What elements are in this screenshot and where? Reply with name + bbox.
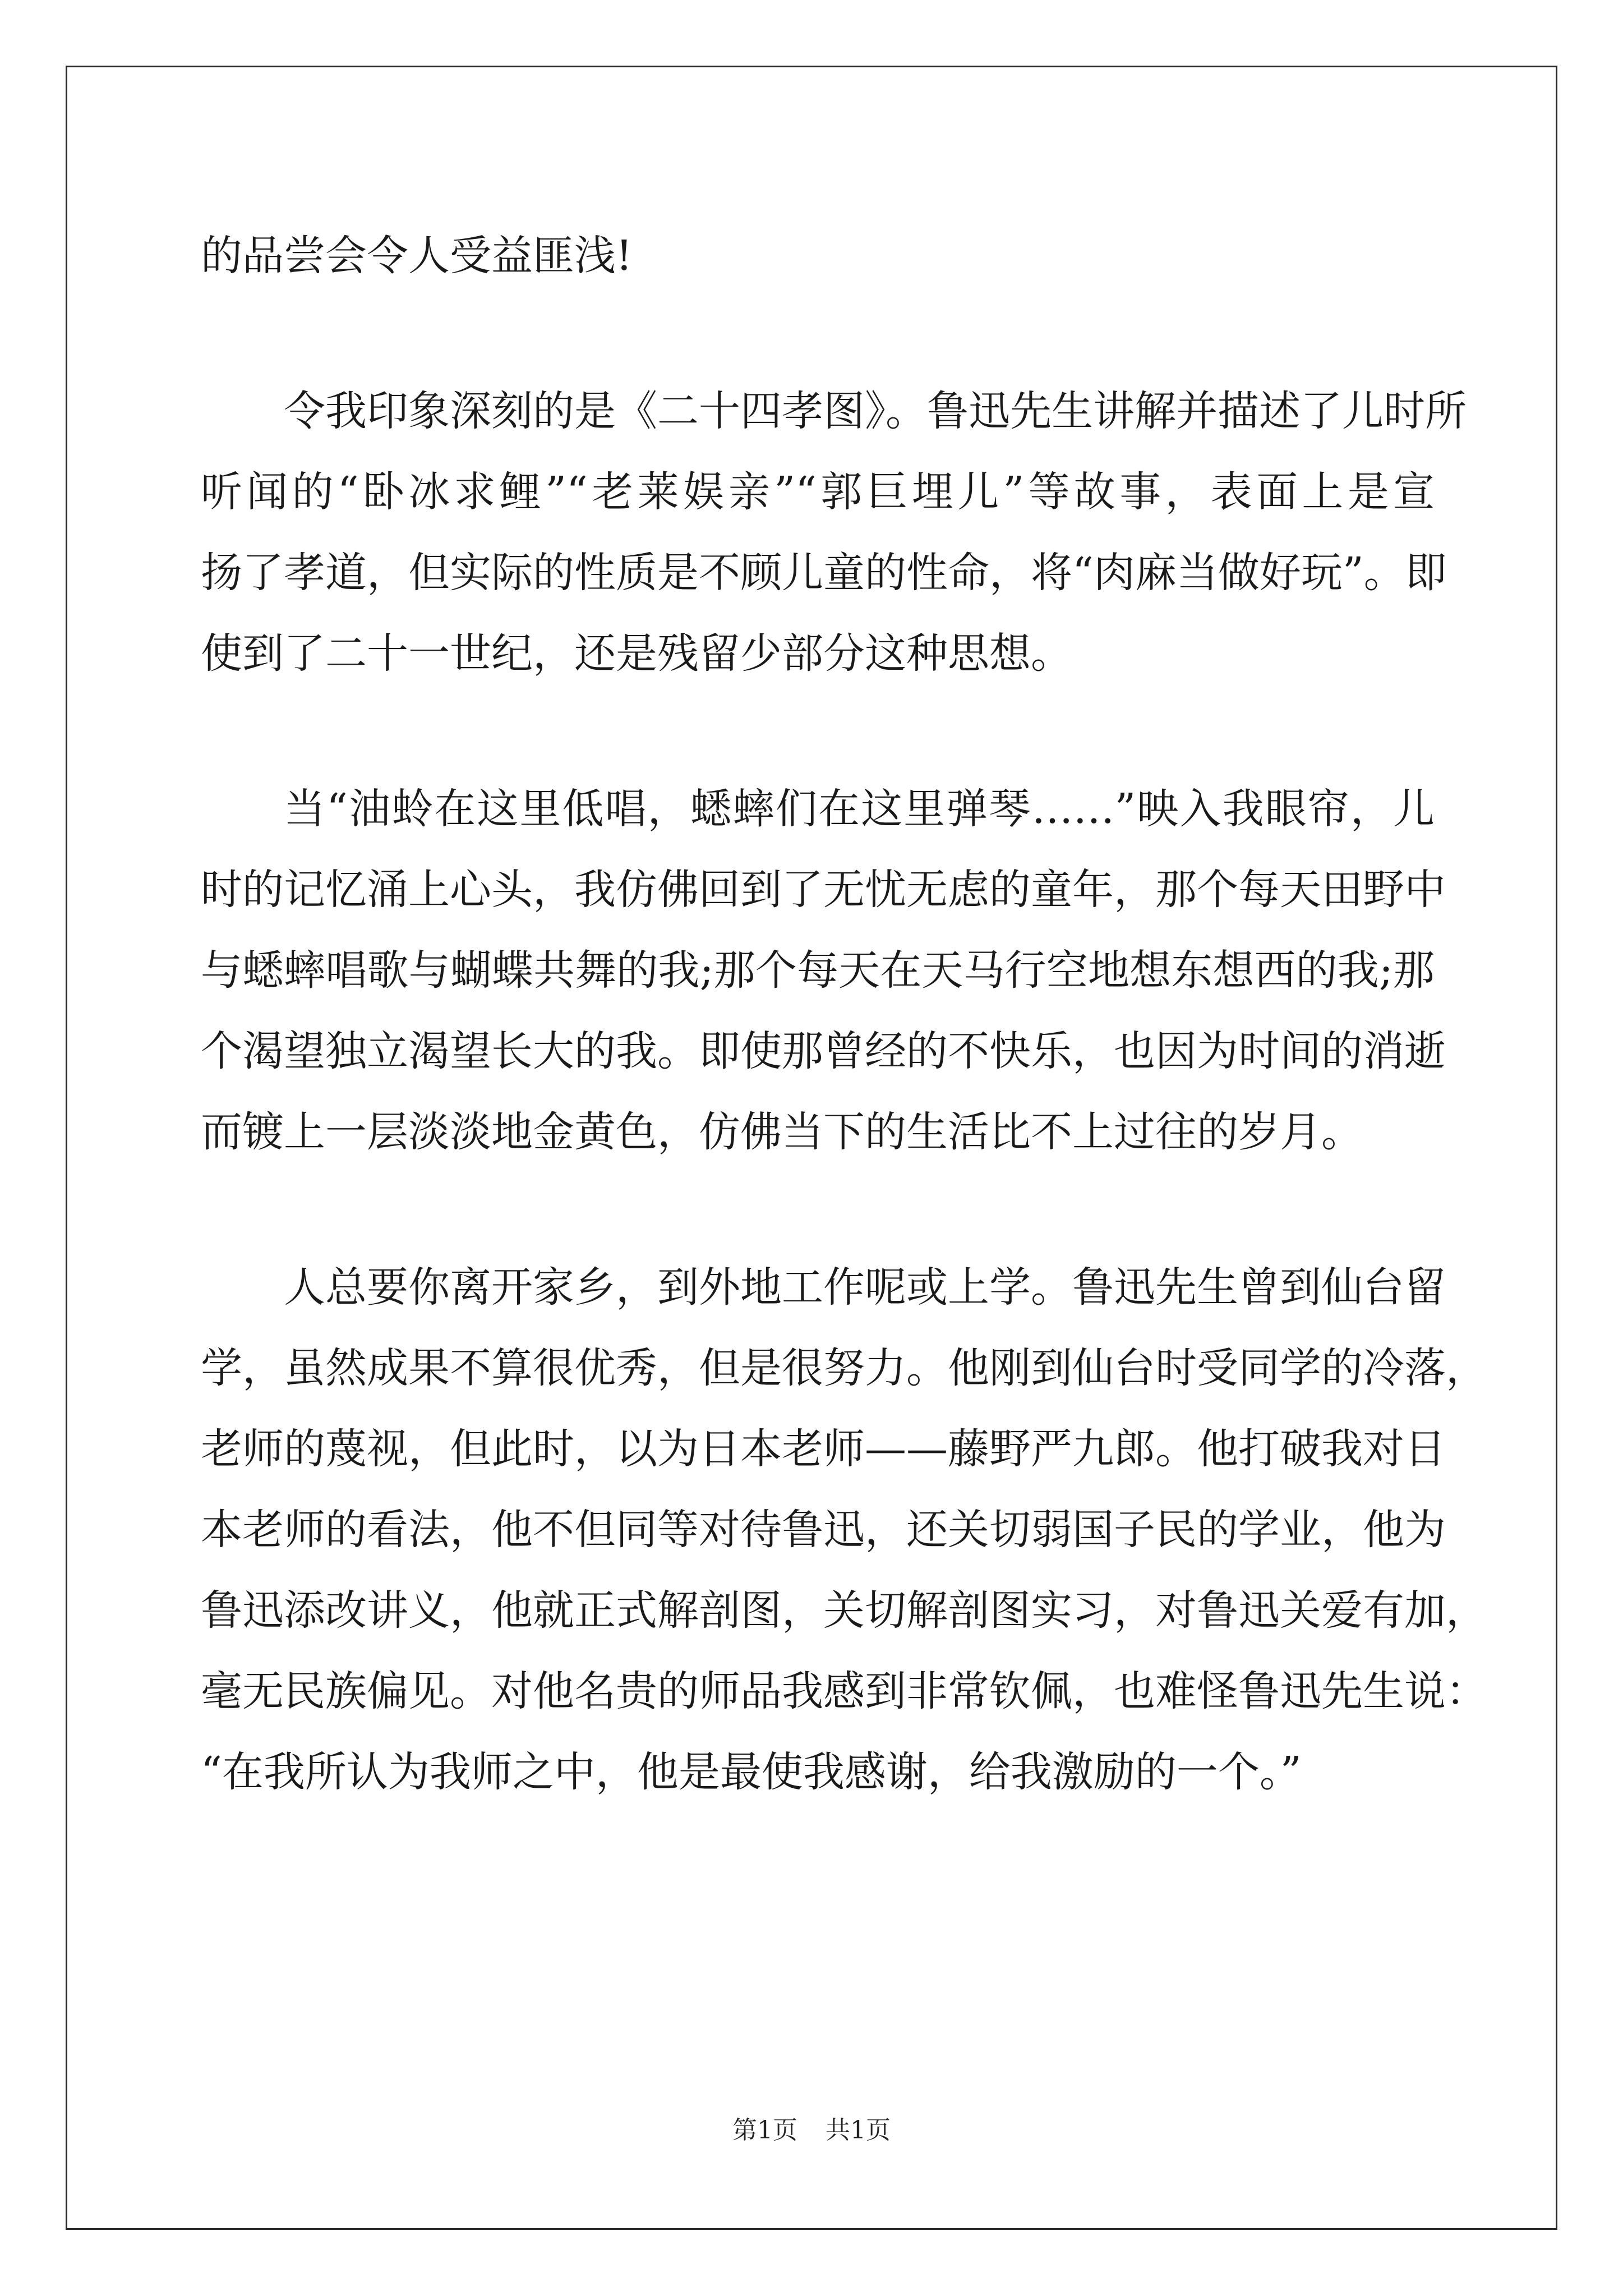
text-line: 个渴望独立渴望长大的我。即使那曾经的不快乐，也因为时间的消逝 — [201, 1027, 1446, 1075]
text-line: 令我印象深刻的是《二十四孝图》。鲁迅先生讲解并描述了儿时所 — [284, 387, 1467, 435]
text-line: 时的记忆涌上心头，我仿佛回到了无忧无虑的童年，那个每天田野中 — [201, 866, 1446, 914]
text-line: 的品尝会令人受益匪浅! — [201, 232, 633, 280]
page-total: 共1页 — [826, 2116, 891, 2145]
paragraph-gap — [201, 1172, 1435, 1247]
text-line: 而镀上一层淡淡地金黄色，仿佛当下的生活比不上过往的岁月。 — [201, 1108, 1363, 1156]
page-number: 第1页 — [732, 2116, 797, 2145]
text-line: “在我所认为我师之中，他是最使我感谢，给我激励的一个。” — [201, 1748, 1302, 1796]
text-line: 老师的蔑视，但此时，以为日本老师——藤野严九郎。他打破我对日 — [201, 1425, 1446, 1473]
page-footer — [0, 2114, 1623, 2147]
paragraph-gap — [201, 694, 1435, 769]
text-line: 听闻的“卧冰求鲤”“老莱娱亲”“郭巨埋儿”等故事，表面上是宣 — [201, 468, 1435, 516]
text-line: 毫无民族偏见。对他名贵的师品我感到非常钦佩，也难怪鲁迅先生说： — [201, 1667, 1487, 1715]
paragraph-gap — [201, 296, 1435, 371]
text-line: 当“油蛉在这里低唱，蟋蟀们在这里弹琴……”映入我眼帘，儿 — [284, 785, 1435, 833]
text-line: 使到了二十一世纪，还是残留少部分这种思想。 — [201, 629, 1072, 678]
text-line: 扬了孝道，但实际的性质是不顾儿童的性命，将“肉麻当做好玩”。即 — [201, 549, 1447, 597]
text-line: 与蟋蟀唱歌与蝴蝶共舞的我;那个每天在天马行空地想东想西的我;那 — [201, 946, 1435, 995]
text-line: 鲁迅添改讲义，他就正式解剖图，关切解剖图实习，对鲁迅关爱有加， — [201, 1586, 1487, 1635]
text-line: 学，虽然成果不算很优秀，但是很努力。他刚到仙台时受同学的冷落， — [201, 1344, 1487, 1392]
document-body — [201, 215, 1487, 1812]
text-line: 本老师的看法，他不但同等对待鲁迅，还关切弱国子民的学业，他为 — [201, 1506, 1446, 1554]
text-line: 人总要你离开家乡，到外地工作呢或上学。鲁迅先生曾到仙台留 — [284, 1263, 1446, 1312]
